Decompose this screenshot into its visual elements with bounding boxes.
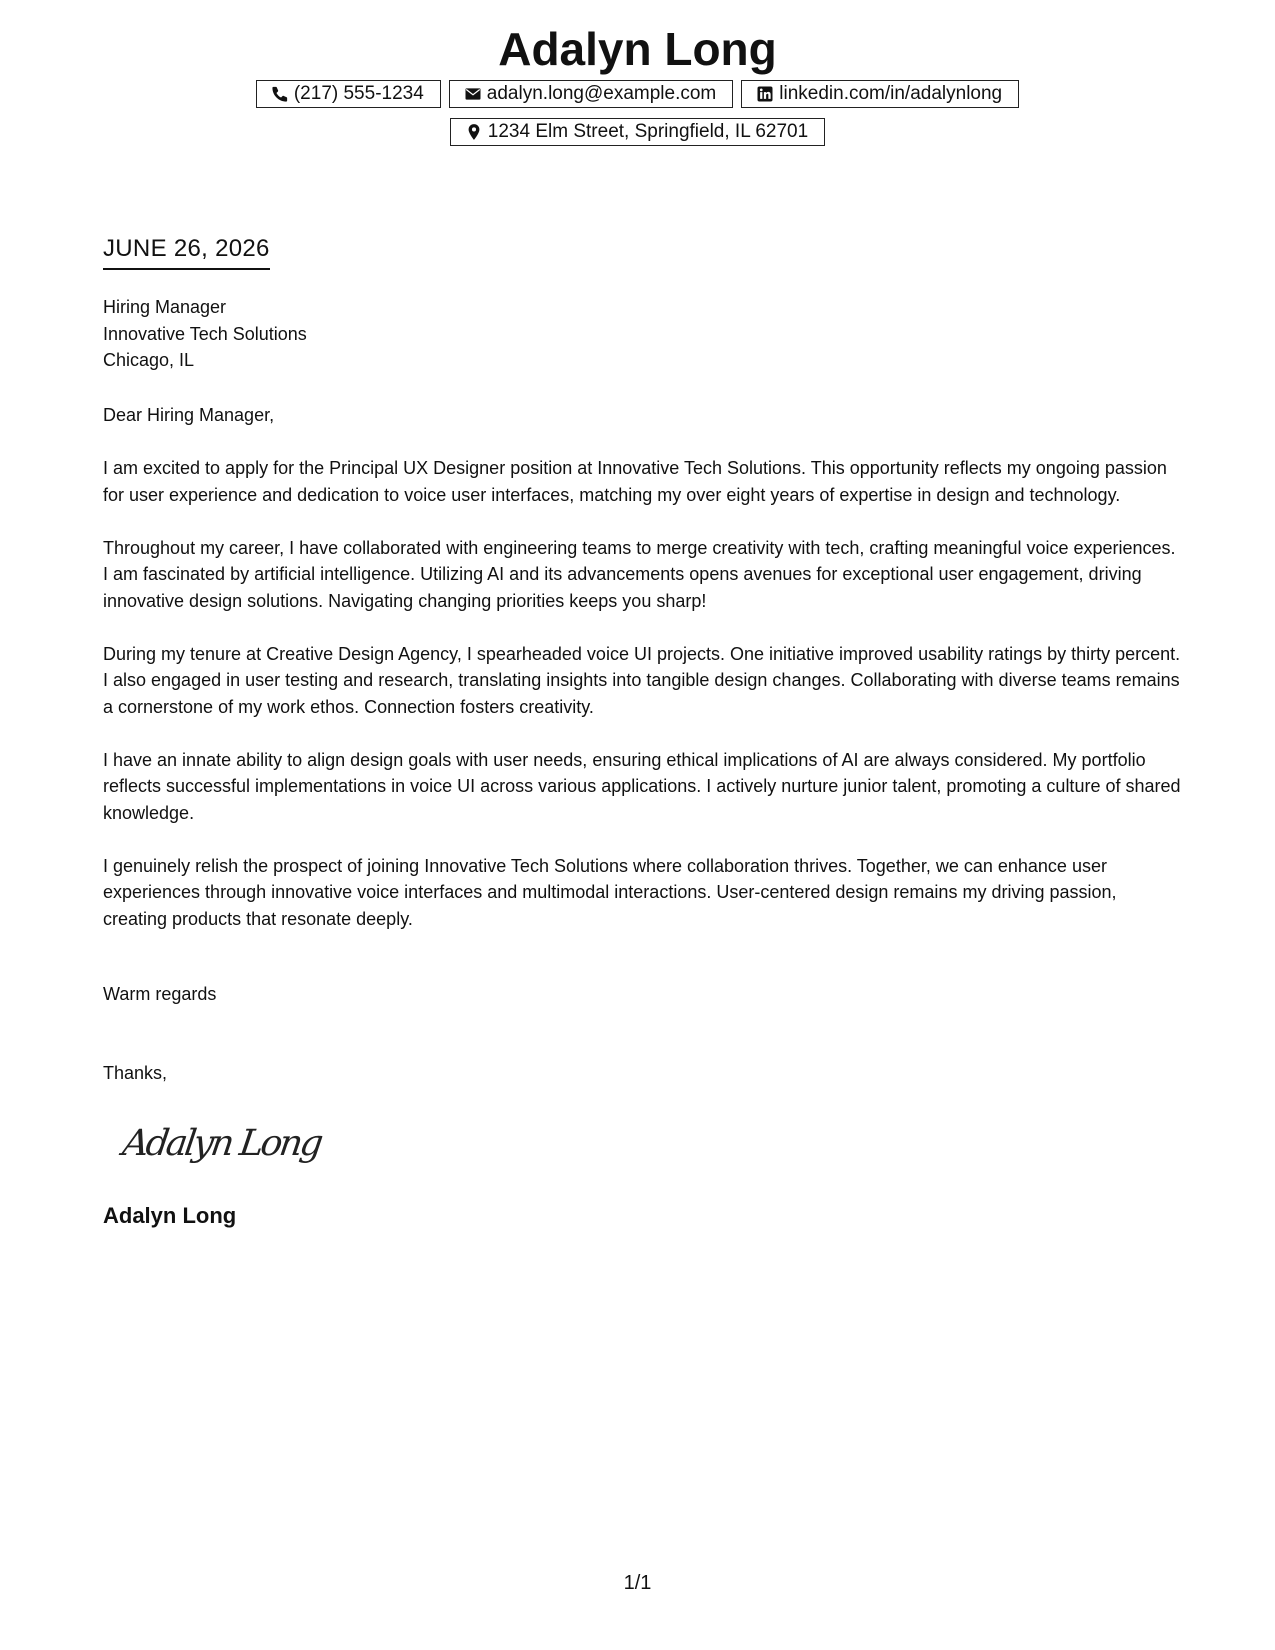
phone-text: (217) 555-1234: [293, 83, 424, 104]
phone-icon: [271, 85, 289, 103]
recipient-title: Hiring Manager: [103, 297, 227, 317]
phone-contact[interactable]: [256, 80, 441, 108]
map-pin-icon: [465, 123, 483, 141]
paragraph-intro: I am excited to apply for the Principal UX Designer position at Innovative Tech Solutions. This opportunity reflects my ongoing passion for user experience and dedication to voice user interfaces, matching my over eight years of expertise in design and technology.: [103, 458, 1167, 505]
recipient-block: [103, 294, 307, 374]
signer-name: Adalyn Long: [103, 1203, 237, 1228]
recipient-location: Chicago, IL: [103, 350, 195, 370]
paragraph-skills: I have an innate ability to align design goals with user needs, ensuring ethical implications of AI are always considered. My portfolio reflects successful implementations in voice UI across various applications. I actively nurture junior talent, promoting a culture of shared knowledge.: [103, 749, 1181, 823]
signature-image: [120, 1115, 340, 1173]
thanks-line: Thanks,: [103, 1063, 168, 1083]
address-contact[interactable]: [450, 118, 825, 146]
paragraph-career: Throughout my career, I have collaborated with engineering teams to merge creativity with tech, crafting meaningful voice experiences. I am fascinated by artificial intelligence. Utilizing AI and its advancements opens avenues for exceptional user engagement, driving innovative design solutions. Navigating changing priorities keeps you sharp!: [103, 537, 1176, 611]
applicant-name: Adalyn Long: [498, 23, 777, 75]
closing-line: Warm regards: [103, 984, 217, 1004]
page-number: 1/1: [623, 1572, 652, 1594]
paragraph-experience: During my tenure at Creative Design Agency, I spearheaded voice UI projects. One initiative improved usability ratings by thirty percent. I also engaged in user testing and research, translating insights into tangible design changes. Collaborating with diverse teams remains a cornerstone of my work ethos. Connection fosters creativity.: [103, 643, 1181, 717]
contact-row-primary: [0, 80, 1275, 108]
contact-row-address: [0, 118, 1275, 146]
letter-date: JUNE 26, 2026: [103, 235, 270, 270]
salutation: Dear Hiring Manager,: [103, 405, 275, 425]
recipient-company: Innovative Tech Solutions: [103, 323, 307, 344]
letter-body: [103, 402, 1183, 959]
address-text: 1234 Elm Street, Springfield, IL 62701: [487, 121, 809, 142]
linkedin-contact[interactable]: [741, 80, 1019, 108]
email-contact[interactable]: [449, 80, 733, 108]
linkedin-text: linkedin.com/in/adalynlong: [779, 83, 1003, 104]
linkedin-icon: [756, 85, 774, 103]
email-text: adalyn.long@example.com: [486, 83, 717, 104]
paragraph-closing: I genuinely relish the prospect of joining Innovative Tech Solutions where collaboration thrives. Together, we can enhance user experiences through innovative voice interfaces and multimodal interactions. User-centered design remains my driving passion, creating products that resonate deeply.: [103, 855, 1117, 929]
envelope-icon: [464, 85, 482, 103]
signature-text: Adalyn Long: [120, 1121, 327, 1164]
